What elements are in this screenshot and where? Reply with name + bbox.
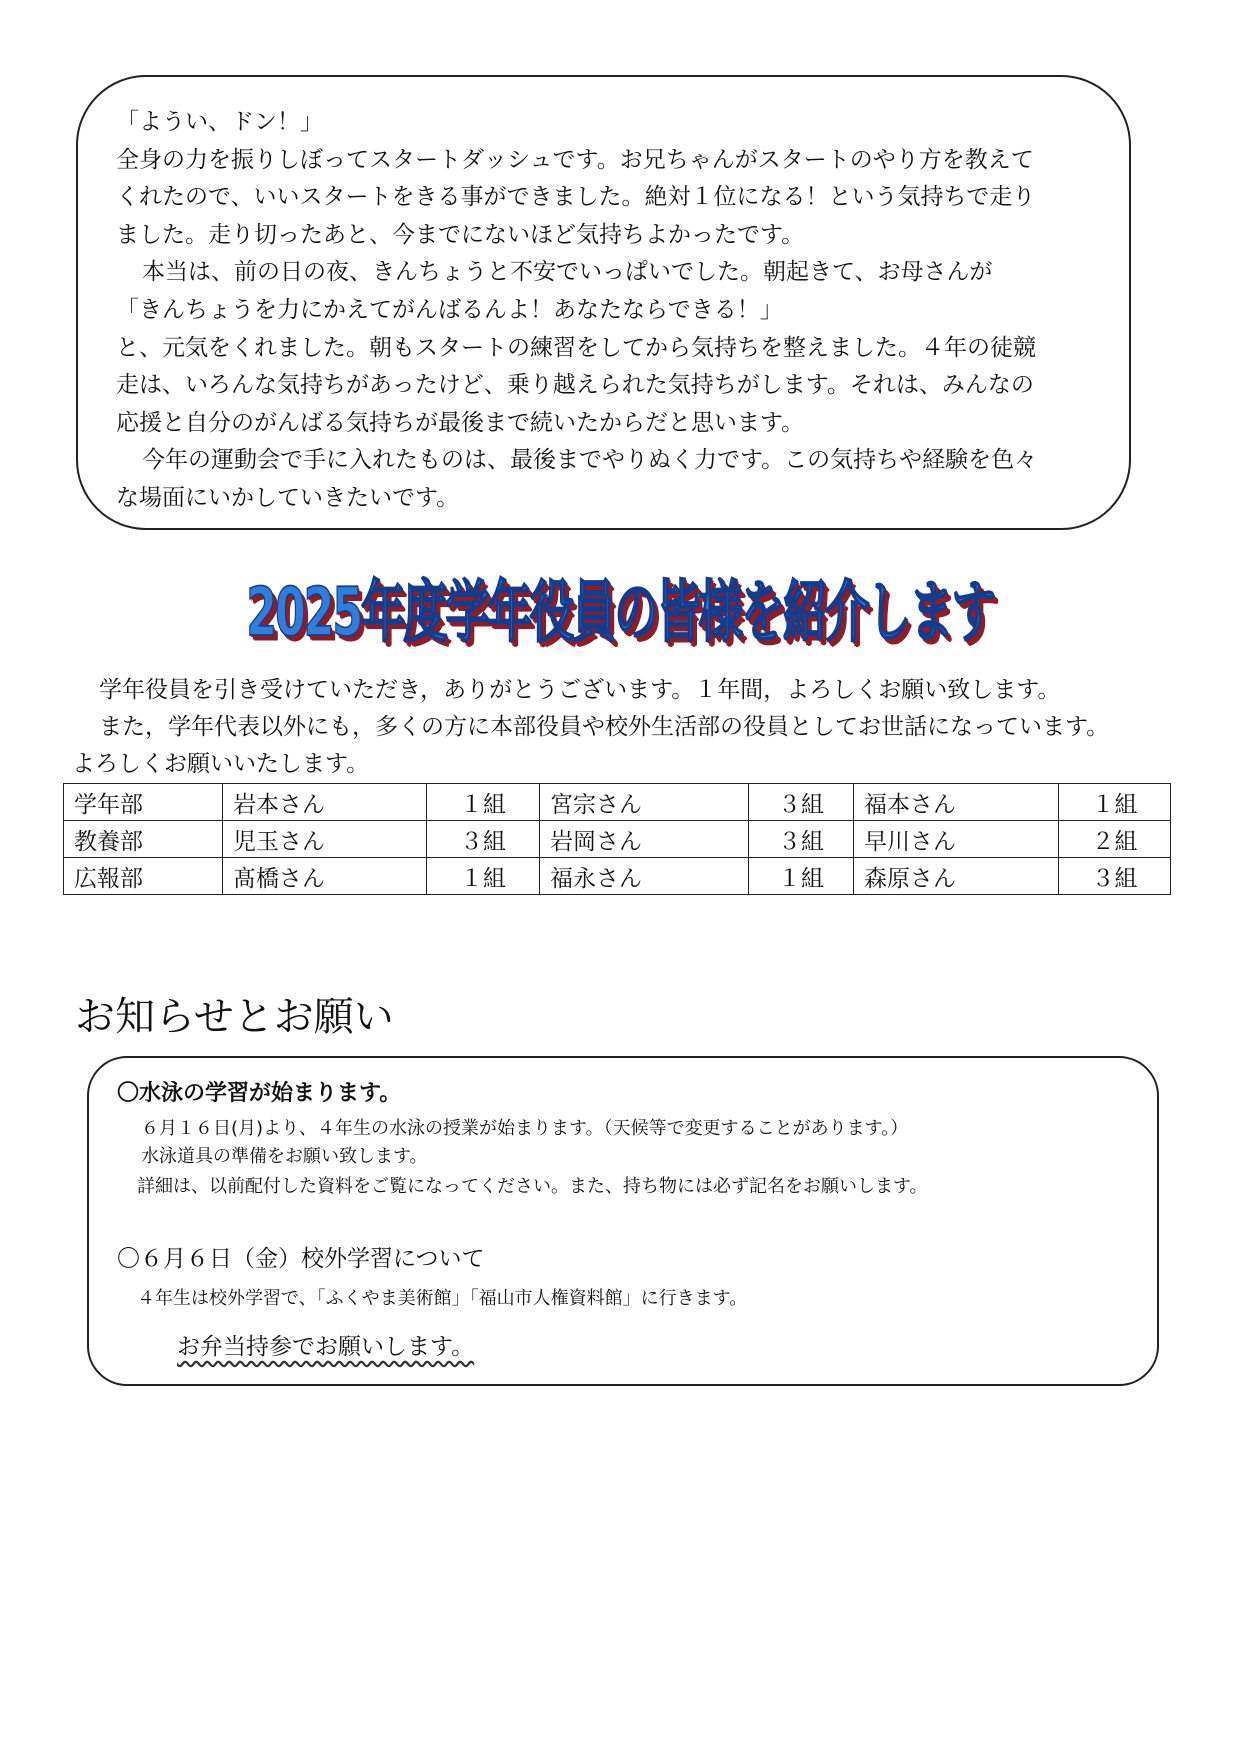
intro-line: 学年役員を引き受けていただき，ありがとうございます。１年間，よろしくお願い致します。 <box>99 677 1061 703</box>
intro-line: よろしくお願いいたします。 <box>72 751 370 777</box>
essay-line: 走は、いろんな気持ちがあったけど、乗り越えられた気持ちがします。それは、みんなの <box>116 372 1034 399</box>
table-row <box>64 858 1171 895</box>
name-cell: 福本さん <box>854 784 1059 821</box>
essay-box <box>76 75 1131 530</box>
table-row <box>64 821 1171 858</box>
essay-line: な場面にいかしていきたいです。 <box>116 484 460 511</box>
group-cell: １組 <box>1059 784 1171 821</box>
banner-title: 2025年度学年役員の皆様を紹介します <box>246 573 994 652</box>
dept-cell: 教養部 <box>64 821 223 858</box>
essay-line: 本当は、前の日の夜、きんちょうと不安でいっぱいでした。朝起きて、お母さんが <box>142 259 993 286</box>
swim-heading: 〇水泳の学習が始まります。 <box>117 1081 402 1106</box>
table-row <box>64 784 1171 821</box>
name-cell: 髙橋さん <box>223 858 427 895</box>
officers-intro <box>72 672 1182 783</box>
essay-line: 今年の運動会で手に入れたものは、最後までやりぬく力です。この気持ちや経験を色々 <box>142 447 1038 474</box>
trip-line: ４年生は校外学習で、「ふくやま美術館」「福山市人権資料館」に行きます。 <box>137 1288 748 1309</box>
name-cell: 森原さん <box>854 858 1059 895</box>
swim-line: ６月１６日(月)より、４年生の水泳の授業が始まります。（天候等で変更することがあります。） <box>141 1118 909 1139</box>
essay-line: と、元気をくれました。朝もスタートの練習をしてから気持ちを整えました。４年の徒競 <box>116 334 1036 361</box>
essay-line: 「きんちょうを力にかえてがんばるんよ！あなたならできる！」 <box>116 296 783 323</box>
group-cell: ３組 <box>749 821 854 858</box>
officers-table <box>63 783 1171 895</box>
name-cell: 宮宗さん <box>540 784 749 821</box>
essay-line: ました。走り切ったあと、今までにないほど気持ちよかったです。 <box>116 221 805 248</box>
trip-heading: 〇６月６日（金）校外学習について <box>117 1246 485 1272</box>
essay-line: 全身の力を振りしぼってスタートダッシュです。お兄ちゃんがスタートのやり方を教えて <box>116 146 1034 173</box>
swim-line: 詳細は、以前配付した資料をご覧になってください。また、持ち物には必ず記名をお願いします。 <box>137 1176 928 1197</box>
intro-line: また，学年代表以外にも，多くの方に本部役員や校外生活部の役員としてお世話になっています。 <box>99 714 1110 740</box>
essay-line: 応援と自分のがんばる気持ちが最後まで続いたからだと思います。 <box>116 409 805 436</box>
group-cell: ２組 <box>1059 821 1171 858</box>
name-cell: 岩岡さん <box>540 821 749 858</box>
name-cell: 児玉さん <box>223 821 427 858</box>
name-cell: 岩本さん <box>223 784 427 821</box>
lunch-note: お弁当持参でお願いします。 <box>177 1334 475 1360</box>
essay-line: くれたので、いいスタートをきる事ができました。絶対１位になる！という気持ちで走り <box>116 184 1036 211</box>
name-cell: 早川さん <box>854 821 1059 858</box>
group-cell: ３組 <box>749 784 854 821</box>
group-cell: １組 <box>427 858 540 895</box>
group-cell: １組 <box>427 784 540 821</box>
dept-cell: 広報部 <box>64 858 223 895</box>
group-cell: １組 <box>749 858 854 895</box>
group-cell: ３組 <box>427 821 540 858</box>
name-cell: 福永さん <box>540 858 749 895</box>
group-cell: ３組 <box>1059 858 1171 895</box>
swim-line: 水泳道具の準備をお願い致します。 <box>141 1146 428 1167</box>
notice-title: お知らせとお願い <box>75 994 394 1040</box>
dept-cell: 学年部 <box>64 784 223 821</box>
essay-line: 「ようい、ドン！」 <box>116 109 323 135</box>
notice-box <box>87 1056 1159 1386</box>
officers-banner <box>0 562 1240 652</box>
